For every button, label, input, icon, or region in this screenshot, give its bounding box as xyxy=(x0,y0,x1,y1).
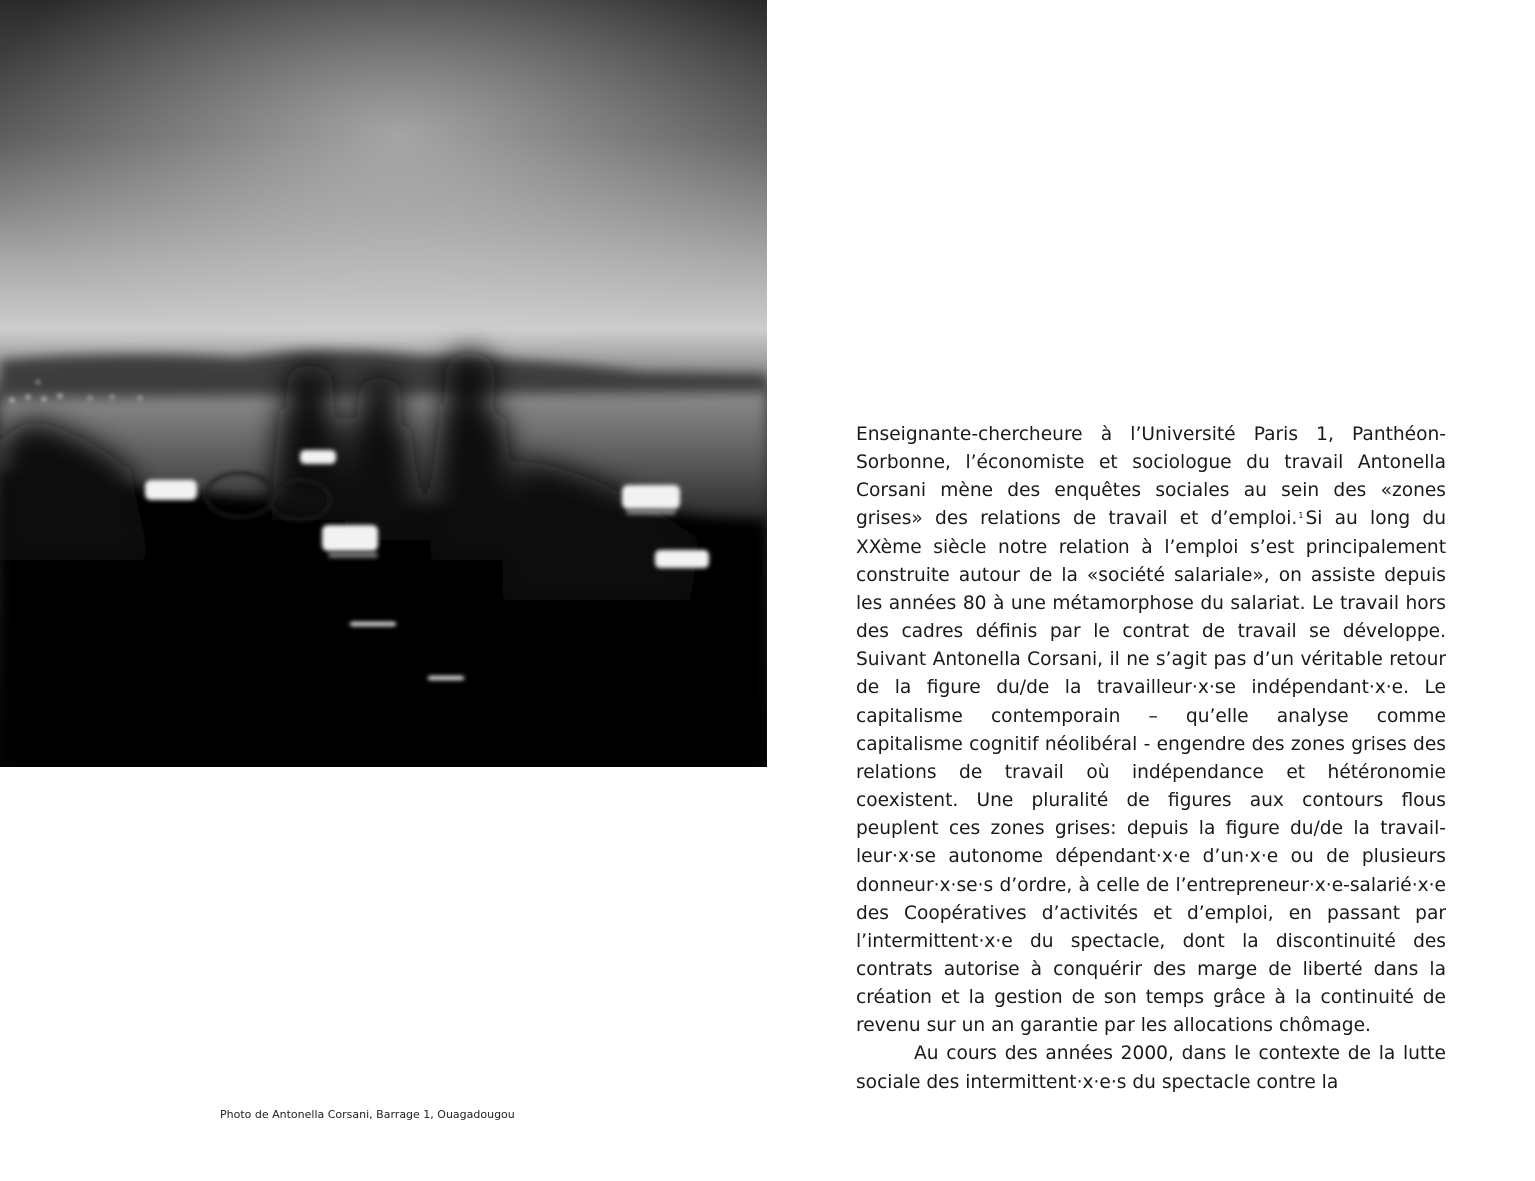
footnote-marker[interactable]: 1 xyxy=(1298,511,1304,521)
article-body xyxy=(856,421,1446,1097)
paragraph-1-text-start: Enseignante-chercheure à l’Université Paris 1, Panthéon-Sorbonne, l’économiste et sociologue du travail Antonella Corsani mène des enquêtes sociales au sein des «zones grises» des relations de travail et d’emploi. xyxy=(856,424,1446,530)
paragraph xyxy=(856,421,1446,1040)
paragraph: Au cours des années 2000, dans le contexte de la lutte sociale des intermittent·x·e·s du spectacle contre la xyxy=(856,1043,1446,1093)
photo-caption: Photo de Antonella Corsani, Barrage 1, Ouagadougou xyxy=(220,1108,515,1121)
photo xyxy=(0,0,767,767)
photo-image xyxy=(0,0,767,767)
paragraph-1-text-end: Si au long du XXème siècle notre relation à l’emploi s’est principalement construite autour de la «société salariale», on assiste depuis les années 80 à une métamorphose du salariat. Le travail hors des cadres définis par le contrat de travail se développe. Suivant Antonella Corsani, il ne s’agit pas d’un véritable retour de la figure du/de la travailleur·x·se indépendant·x·e. Le capitalisme contemporain – qu’elle analyse comme capitalisme cognitif néolibéral - engendre des zones grises des relations de travail où indépendance et hétéronomie coexistent. Une pluralité de figures aux contours flous peuplent ces zones grises: depuis la figure du/de la travailleur·x·se autonome dépendant·x·e d’un·x·e ou de plusieurs donneur·x·se·s d’ordre, à celle de l’entrepreneur·x·e-salarié·x·e des Coopératives d’activités et d’emploi, en passant par l’intermittent·x·e du spectacle, dont la discontinuité des contrats autorise à conquérir des marge de liberté dans la création et la gestion de son temps grâce à la continuité de revenu sur un an garantie par les allocations chômage. xyxy=(856,508,1446,1037)
